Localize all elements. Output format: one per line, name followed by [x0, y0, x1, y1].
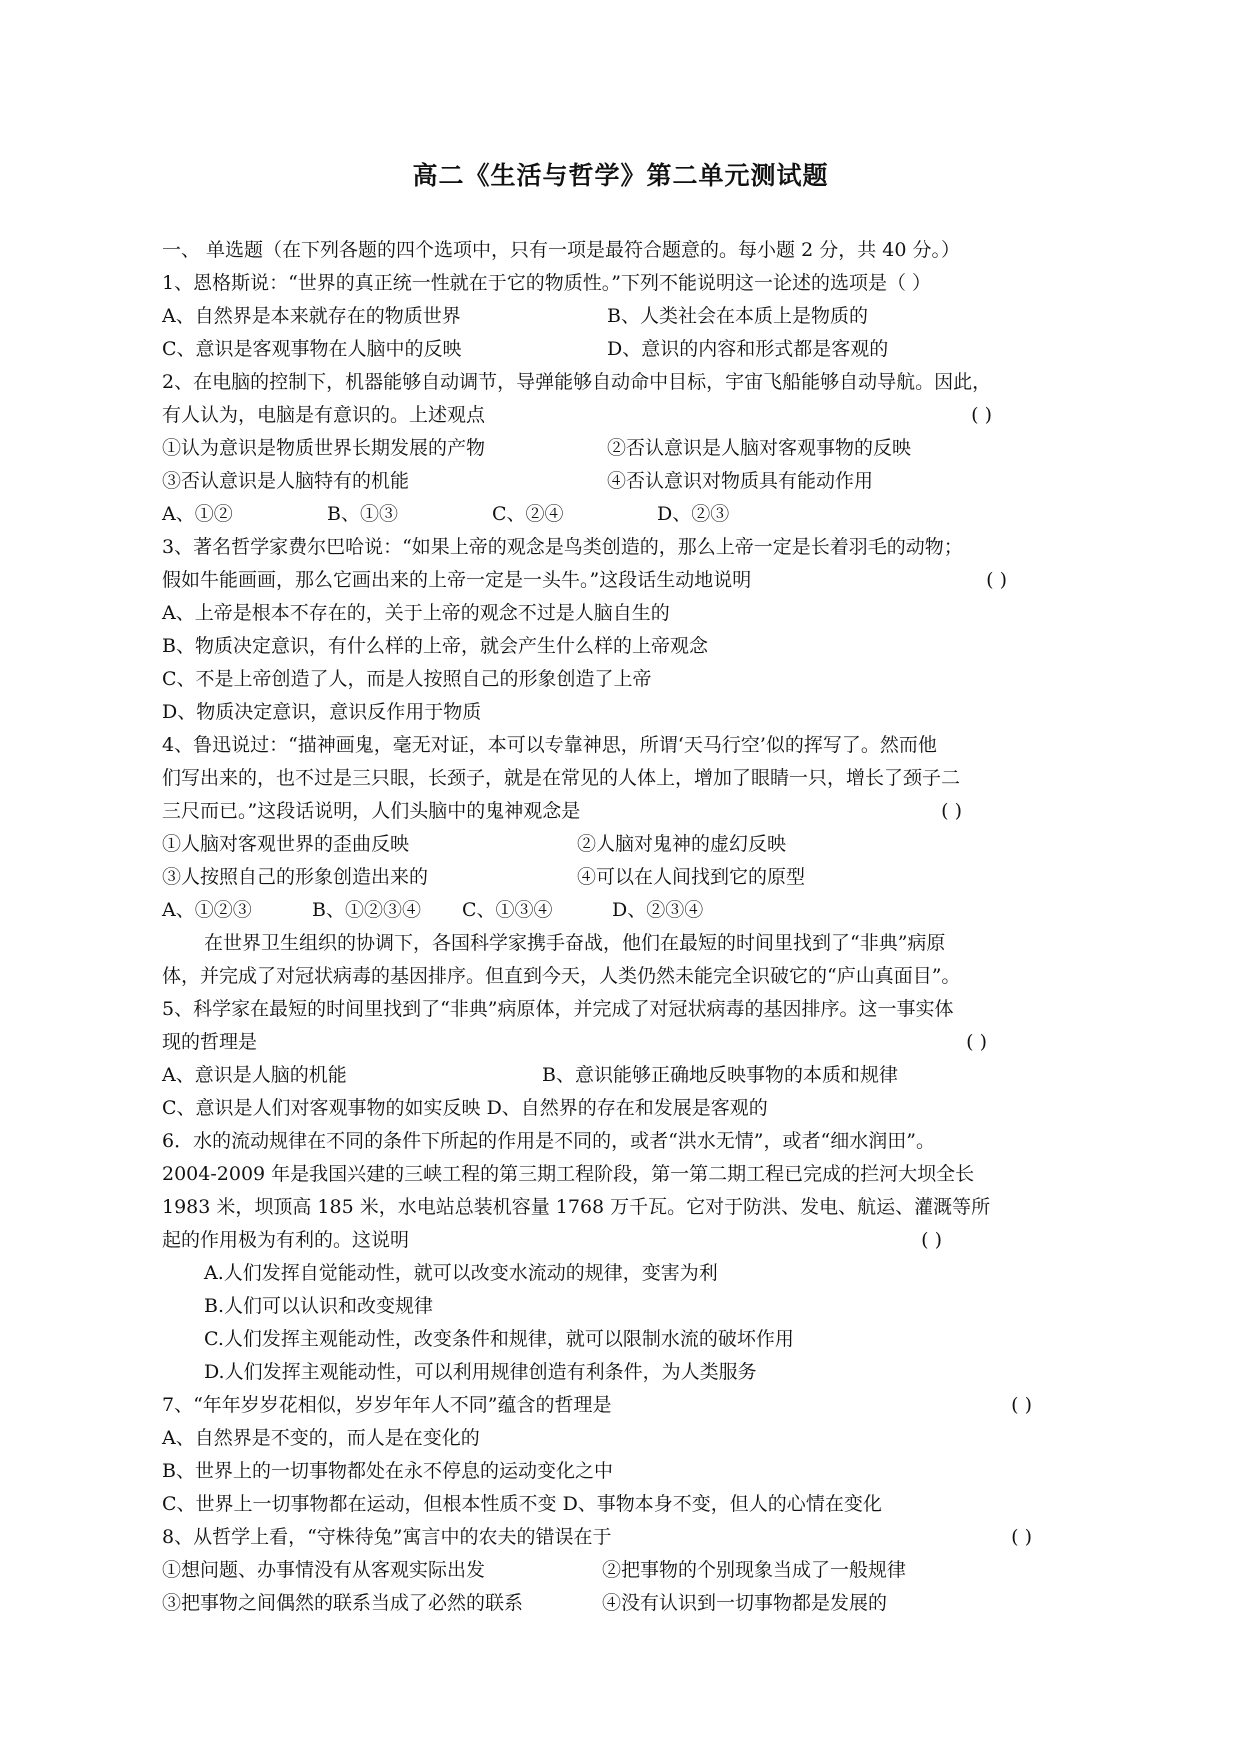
question-1-options-row-1 [162, 300, 1092, 333]
question-4-stem-line-3 [162, 795, 1092, 828]
question-6-stem-line-2: 2004-2009 年是我国兴建的三峡工程的第三期工程阶段，第一第二期工程已完成的拦河大坝全长 [162, 1163, 975, 1185]
question-4-stem-line-2: 们写出来的，也不过是三只眼，长颈子，就是在常见的人体上，增加了眼睛一只，增长了颈子二 [162, 767, 961, 789]
question-7-stem-line [162, 1389, 1092, 1422]
question-5-stem-text: 现的哲理是 [162, 1031, 258, 1053]
question-6-stem-line-3: 1983 米，坝顶高 185 米，水电站总装机容量 1768 万千瓦。它对于防洪、发电、航运、灌溉等所 [162, 1196, 991, 1218]
question-2-options [162, 498, 1092, 531]
question-6-option-d: D.人们发挥主观能动性，可以利用规律创造有利条件，为人类服务 [204, 1361, 757, 1383]
question-2-statements-row-2 [162, 465, 1092, 498]
question-4-statements-row-2 [162, 861, 1092, 894]
question-3-stem-text: 假如牛能画画，那么它画出来的上帝一定是一头牛。”这段话生动地说明 [162, 569, 752, 591]
question-3-option-a: A、上帝是根本不存在的，关于上帝的观念不过是人脑自生的 [162, 602, 670, 624]
question-4-option-c: C、①③④ [462, 899, 553, 921]
question-4-statements-row-1 [162, 828, 1092, 861]
question-4-statement-2: ②人脑对鬼神的虚幻反映 [577, 833, 787, 855]
question-4-answer-bracket: ( ) [941, 800, 962, 822]
question-5-stem-line-1: 5、科学家在最短的时间里找到了“非典”病原体，并完成了对冠状病毒的基因排序。这一事实体 [162, 998, 954, 1020]
question-3-stem-line-2 [162, 564, 1092, 597]
question-2-option-b: B、①③ [327, 503, 398, 525]
exam-content [162, 234, 1092, 1620]
question-4-stem-line-1: 4、鲁迅说过：“描神画鬼，毫无对证，本可以专靠神思，所谓‘天马行空’似的挥写了。然而他 [162, 734, 937, 756]
question-8-statement-1: ①想问题、办事情没有从客观实际出发 [162, 1559, 486, 1581]
question-1-option-d: D、意识的内容和形式都是客观的 [607, 338, 889, 360]
question-8-statement-2: ②把事物的个别现象当成了一般规律 [602, 1559, 907, 1581]
question-4-option-b: B、①②③④ [312, 899, 421, 921]
question-3-answer-bracket: ( ) [986, 569, 1007, 591]
question-2-statement-3: ③否认意识是人脑特有的机能 [162, 470, 410, 492]
section-heading: 一、 单选题（在下列各题的四个选项中，只有一项是最符合题意的。每小题 2 分，共 40 分。） [162, 239, 960, 261]
question-5-options-cd: C、意识是人们对客观事物的如实反映 D、自然界的存在和发展是客观的 [162, 1097, 768, 1119]
question-7-options-cd: C、世界上一切事物都在运动，但根本性质不变 D、事物本身不变，但人的心情在变化 [162, 1493, 882, 1515]
question-2-option-c: C、②④ [492, 503, 564, 525]
question-8-statements-row-2 [162, 1587, 1092, 1620]
question-8-stem-line [162, 1521, 1092, 1554]
question-8-statement-4: ④没有认识到一切事物都是发展的 [602, 1592, 888, 1614]
question-3-stem-line-1: 3、著名哲学家费尔巴哈说：“如果上帝的观念是鸟类创造的，那么上帝一定是长着羽毛的动物； [162, 536, 963, 558]
question-5-option-b: B、意识能够正确地反映事物的本质和规律 [542, 1064, 898, 1086]
question-7-answer-bracket: ( ) [1011, 1394, 1032, 1416]
question-1-options-row-2 [162, 333, 1092, 366]
question-2-stem-line-2 [162, 399, 1092, 432]
question-8-statements-row-1 [162, 1554, 1092, 1587]
question-6-stem-line-4 [162, 1224, 1092, 1257]
question-4-stem-text: 三尺而已。”这段话说明，人们头脑中的鬼神观念是 [162, 800, 581, 822]
question-2-option-d: D、②③ [657, 503, 730, 525]
question-6-stem-line-1: 6．水的流动规律在不同的条件下所起的作用是不同的，或者“洪水无情”，或者“细水润田”。 [162, 1130, 935, 1152]
question-8-statement-3: ③把事物之间偶然的联系当成了必然的联系 [162, 1592, 524, 1614]
question-4-statement-3: ③人按照自己的形象创造出来的 [162, 866, 429, 888]
question-2-statement-4: ④否认意识对物质具有能动作用 [607, 470, 874, 492]
question-3-option-d: D、物质决定意识，意识反作用于物质 [162, 701, 482, 723]
question-3-option-c: C、不是上帝创造了人，而是人按照自己的形象创造了上帝 [162, 668, 652, 690]
question-1-option-c: C、意识是客观事物在人脑中的反映 [162, 338, 462, 360]
question-5-option-a: A、意识是人脑的机能 [162, 1064, 347, 1086]
question-6-answer-bracket: ( ) [921, 1229, 942, 1251]
question-6-stem-text: 起的作用极为有利的。这说明 [162, 1229, 410, 1251]
passage-line-1: 在世界卫生组织的协调下，各国科学家携手奋战，他们在最短的时间里找到了“非典”病原 [204, 932, 946, 954]
question-1-option-a: A、自然界是本来就存在的物质世界 [162, 305, 461, 327]
question-6-option-c: C.人们发挥主观能动性，改变条件和规律，就可以限制水流的破坏作用 [204, 1328, 794, 1350]
question-4-options [162, 894, 1092, 927]
question-4-option-d: D、②③④ [612, 899, 704, 921]
question-4-option-a: A、①②③ [162, 899, 252, 921]
question-8-stem-text: 8、从哲学上看，“守株待兔”寓言中的农夫的错误在于 [162, 1526, 612, 1548]
question-8-answer-bracket: ( ) [1011, 1526, 1032, 1548]
question-2-option-a: A、①② [162, 503, 233, 525]
question-4-statement-4: ④可以在人间找到它的原型 [577, 866, 806, 888]
passage-line-2: 体，并完成了对冠状病毒的基因排序。但直到今天，人类仍然未能完全识破它的“庐山真面目”。 [162, 965, 961, 987]
question-4-statement-1: ①人脑对客观世界的歪曲反映 [162, 833, 410, 855]
question-1-stem: 1、恩格斯说：“世界的真正统一性就在于它的物质性。”下列不能说明这一论述的选项是（ ） [162, 272, 932, 294]
question-1-option-b: B、人类社会在本质上是物质的 [607, 305, 868, 327]
question-2-statement-2: ②否认意识是人脑对客观事物的反映 [607, 437, 912, 459]
question-2-statement-1: ①认为意识是物质世界长期发展的产物 [162, 437, 486, 459]
question-6-option-a: A.人们发挥自觉能动性，就可以改变水流动的规律，变害为利 [204, 1262, 718, 1284]
page-title: 高二《生活与哲学》第二单元测试题 [412, 161, 829, 190]
question-7-option-b: B、世界上的一切事物都处在永不停息的运动变化之中 [162, 1460, 613, 1482]
question-5-answer-bracket: ( ) [966, 1031, 987, 1053]
question-2-stem-text: 有人认为，电脑是有意识的。上述观点 [162, 404, 486, 426]
question-3-option-b: B、物质决定意识，有什么样的上帝，就会产生什么样的上帝观念 [162, 635, 708, 657]
question-7-option-a: A、自然界是不变的，而人是在变化的 [162, 1427, 480, 1449]
question-2-stem-line-1: 2、在电脑的控制下，机器能够自动调节，导弹能够自动命中目标，宇宙飞船能够自动导航。因此， [162, 371, 992, 393]
question-5-options-row-1 [162, 1059, 1092, 1092]
question-5-stem-line-2 [162, 1026, 1092, 1059]
question-7-stem-text: 7、“年年岁岁花相似，岁岁年年人不同”蕴含的哲理是 [162, 1394, 612, 1416]
question-2-statements-row-1 [162, 432, 1092, 465]
question-6-option-b: B.人们可以认识和改变规律 [204, 1295, 434, 1317]
question-2-answer-bracket: ( ) [971, 404, 992, 426]
